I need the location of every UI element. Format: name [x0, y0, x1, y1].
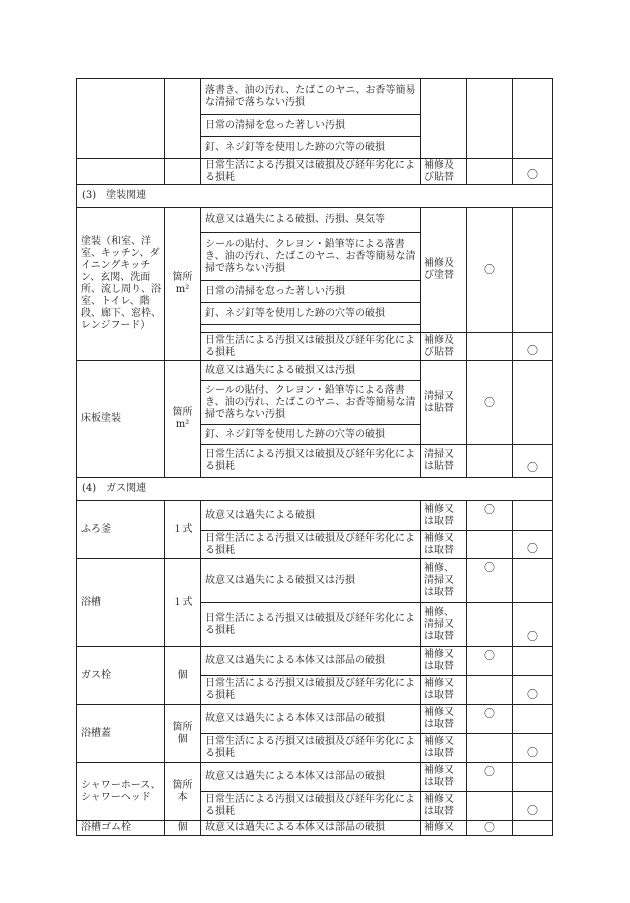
repair-method: 補修、清掃又は取替 [421, 559, 467, 603]
damage-description: 日常生活による汚損又は破損及び経年劣化による損耗 [201, 792, 421, 821]
table-row [77, 821, 553, 836]
continued-unit-cell [165, 79, 201, 159]
damage-description: 故意又は過失による破損、汚損、臭気等 [201, 208, 421, 233]
unit-cell [165, 763, 201, 821]
owner-mark-cell [513, 361, 553, 445]
damage-description: 日常生活による汚損又は破損及び経年劣化による損耗 [201, 333, 421, 361]
damage-description: 日常生活による汚損又は破損及び経年劣化による損耗 [201, 445, 421, 478]
owner-circle-mark: 〇 [513, 531, 553, 559]
table-row [77, 159, 553, 185]
table-row [77, 361, 553, 381]
unit-cell [165, 361, 201, 478]
tenant-mark-cell [467, 445, 513, 478]
item-name-painting: 塗装（和室、洋室、キッチン、ダイニングキッチン、玄関、洗面所、流し周り、浴室、トイレ、階段、廊下、窓枠、レンジフード） [77, 208, 165, 361]
owner-circle-mark: 〇 [513, 734, 553, 763]
repair-method: 清掃又は貼替 [421, 445, 467, 478]
owner-circle-mark: 〇 [513, 603, 553, 647]
item-name-gas-cock: ガス栓 [77, 647, 165, 705]
restoration-cost-table [76, 78, 553, 836]
tenant-circle-mark: 〇 [467, 559, 513, 603]
spacer-cell [201, 325, 421, 333]
continued-item-cell [77, 79, 165, 159]
table-row [77, 79, 553, 115]
continued-unit-cell [165, 159, 201, 185]
repair-method: 補修又は取替 [421, 734, 467, 763]
owner-mark-cell [513, 559, 553, 603]
damage-description: 故意又は過失による破損又は汚損 [201, 361, 421, 381]
tenant-mark-cell [467, 333, 513, 361]
damage-description: シールの貼付、クレヨン・鉛筆等による落書き、油の汚れ、たばこのヤニ、お香等簡易な清掃で落ちない汚損 [201, 381, 421, 425]
unit-label: １式 [165, 501, 201, 559]
repair-method: 補修及び貼替 [421, 159, 467, 185]
damage-description: 釘、ネジ釘等を使用した跡の穴等の破損 [201, 137, 421, 159]
repair-method: 補修又は取替 [421, 531, 467, 559]
owner-circle-mark: 〇 [513, 676, 553, 705]
item-name-bathtub: 浴槽 [77, 559, 165, 647]
damage-description: シールの貼付、クレヨン・鉛筆等による落書き、油の汚れ、たばこのヤニ、お香等簡易な清掃で落ちない汚損 [201, 233, 421, 281]
repair-method: 補修又は取替 [421, 676, 467, 705]
damage-description: 故意又は過失による本体又は部品の破損 [201, 821, 421, 836]
owner-mark-cell [513, 705, 553, 734]
item-name-rubber-plug: 浴槽ゴム栓 [77, 821, 165, 836]
damage-description: 日常生活による汚損又は破損及び経年劣化による損耗 [201, 531, 421, 559]
repair-method: 補修又は取替 [421, 501, 467, 531]
table-row [77, 559, 553, 603]
tenant-circle-mark: 〇 [467, 821, 513, 836]
repair-method: 補修又は取替 [421, 763, 467, 792]
damage-description: 落書き、油の汚れ、たばこのヤニ、お香等簡易な清掃で落ちない汚損 [201, 79, 421, 115]
tenant-circle-mark: 〇 [467, 208, 513, 333]
tenant-mark-cell [467, 159, 513, 185]
unit-label: １式 [165, 559, 201, 647]
repair-method: 補修、清掃又は取替 [421, 603, 467, 647]
section-title-gas: (4) ガス関連 [77, 478, 553, 501]
table-row [77, 208, 553, 233]
continued-item-cell [77, 159, 165, 185]
damage-description: 日常生活による汚損又は破損及び経年劣化による損耗 [201, 159, 421, 185]
repair-method: 補修又は取替 [421, 647, 467, 676]
table-row [77, 763, 553, 792]
owner-mark-cell [513, 647, 553, 676]
tenant-mark-cell [467, 79, 513, 159]
item-name-bath-boiler: ふろ釜 [77, 501, 165, 559]
tenant-mark-cell [467, 676, 513, 705]
damage-description: 日常の清掃を怠った著しい汚損 [201, 115, 421, 137]
tenant-circle-mark: 〇 [467, 647, 513, 676]
owner-mark-cell [513, 79, 553, 159]
owner-circle-mark: 〇 [513, 445, 553, 478]
unit-label: 個 [177, 733, 188, 745]
damage-description: 日常生活による汚損又は破損及び経年劣化による損耗 [201, 676, 421, 705]
damage-description: 故意又は過失による本体又は部品の破損 [201, 647, 421, 676]
item-name-shower-hose: シャワーホース、シャワーヘッド [77, 763, 165, 821]
tenant-circle-mark: 〇 [467, 361, 513, 445]
method-cell [421, 79, 467, 159]
tenant-mark-cell [467, 734, 513, 763]
owner-circle-mark: 〇 [513, 159, 553, 185]
unit-label: 箇所 [172, 272, 193, 283]
tenant-circle-mark: 〇 [467, 705, 513, 734]
tenant-circle-mark: 〇 [467, 501, 513, 531]
damage-description: 故意又は過失による本体又は部品の破損 [201, 763, 421, 792]
section-header-row [77, 478, 553, 501]
damage-description: 釘、ネジ釘等を使用した跡の穴等の破損 [201, 303, 421, 325]
repair-method: 補修又は取替 [421, 792, 467, 821]
damage-description: 故意又は過失による破損又は汚損 [201, 559, 421, 603]
tenant-mark-cell [467, 531, 513, 559]
owner-circle-mark: 〇 [513, 333, 553, 361]
item-name-bathtub-lid: 浴槽蓋 [77, 705, 165, 763]
owner-circle-mark: 〇 [513, 792, 553, 821]
tenant-circle-mark: 〇 [467, 763, 513, 792]
unit-label-sqm: m² [175, 284, 190, 295]
repair-method: 補修及び塗替 [421, 208, 467, 333]
damage-description: 故意又は過失による破損 [201, 501, 421, 531]
repair-method: 補修又は取替 [421, 705, 467, 734]
owner-mark-cell [513, 501, 553, 531]
owner-mark-cell [513, 763, 553, 792]
table-row [77, 705, 553, 734]
table-row [77, 501, 553, 531]
unit-label: 本 [177, 791, 188, 803]
unit-cell [165, 705, 201, 763]
unit-label-sqm: m² [175, 419, 190, 430]
damage-description: 日常の清掃を怠った著しい汚損 [201, 281, 421, 303]
repair-method: 補修又 [421, 821, 467, 836]
table-row [77, 647, 553, 676]
section-title-painting: (3) 塗装関連 [77, 185, 553, 208]
unit-label: 箇所 [172, 721, 193, 733]
unit-cell [165, 208, 201, 361]
damage-description: 釘、ネジ釘等を使用した跡の穴等の破損 [201, 425, 421, 445]
unit-label: 箇所 [172, 779, 193, 791]
tenant-mark-cell [467, 792, 513, 821]
damage-description: 日常生活による汚損又は破損及び経年劣化による損耗 [201, 603, 421, 647]
repair-method: 補修及び貼替 [421, 333, 467, 361]
damage-description: 日常生活による汚損又は破損及び経年劣化による損耗 [201, 734, 421, 763]
item-name-floor-paint: 床板塗装 [77, 361, 165, 478]
owner-mark-cell [513, 208, 553, 333]
tenant-mark-cell [467, 603, 513, 647]
section-header-row [77, 185, 553, 208]
repair-method: 清掃又は貼替 [421, 361, 467, 445]
restoration-cost-table-page [76, 78, 552, 836]
unit-label: 個 [165, 647, 201, 705]
damage-description: 故意又は過失による本体又は部品の破損 [201, 705, 421, 734]
unit-label: 箇所 [172, 407, 193, 418]
unit-label: 個 [165, 821, 201, 836]
owner-mark-cell [513, 821, 553, 836]
